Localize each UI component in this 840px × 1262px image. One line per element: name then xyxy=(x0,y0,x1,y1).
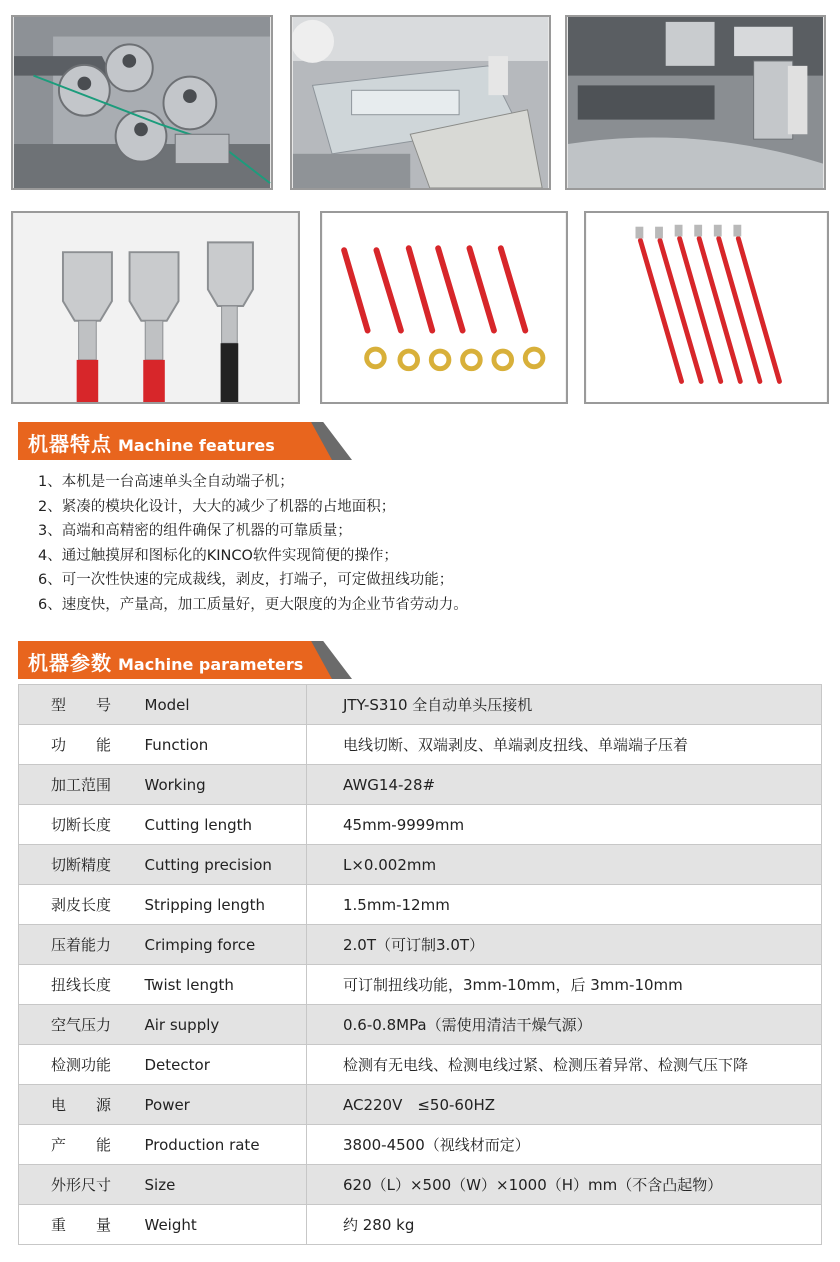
param-value: 2.0T（可订制3.0T） xyxy=(307,925,822,965)
param-label-en: Crimping force xyxy=(141,925,307,965)
param-value: 电线切断、双端剥皮、单端剥皮扭线、单端端子压着 xyxy=(307,725,822,765)
param-row xyxy=(19,725,822,765)
param-row xyxy=(19,925,822,965)
param-label-en: Twist length xyxy=(141,965,307,1005)
crimped-terminals-closeup-image xyxy=(13,213,298,402)
params-title-en: Machine parameters xyxy=(118,655,304,674)
features-list xyxy=(38,470,818,618)
param-label-zh: 空气压力 xyxy=(19,1005,141,1045)
features-title xyxy=(28,428,275,457)
param-row xyxy=(19,685,822,725)
param-label-en: Size xyxy=(141,1165,307,1205)
param-label-en: Working xyxy=(141,765,307,805)
param-label-zh: 加工范围 xyxy=(19,765,141,805)
params-title-zh: 机器参数 xyxy=(28,651,112,675)
param-row xyxy=(19,1125,822,1165)
cutting-blade-unit-photo xyxy=(290,15,551,190)
param-value: 可订制扭线功能，3mm-10mm，后 3mm-10mm xyxy=(307,965,822,1005)
param-row xyxy=(19,885,822,925)
param-value: AWG14-28# xyxy=(307,765,822,805)
feature-item: 2、紧凑的模块化设计，大大的减少了机器的占地面积； xyxy=(38,498,396,515)
param-row xyxy=(19,1165,822,1205)
param-label-zh: 剥皮长度 xyxy=(19,885,141,925)
param-value: 检测有无电线、检测电线过紧、检测压着异常、检测气压下降 xyxy=(307,1045,822,1085)
params-table xyxy=(18,684,822,1245)
param-label-zh: 切断长度 xyxy=(19,805,141,845)
cutting-blade-unit-image xyxy=(292,17,549,188)
feature-item: 4、通过触摸屏和图标化的KINCO软件实现简便的操作； xyxy=(38,547,398,564)
param-value: L×0.002mm xyxy=(307,845,822,885)
features-section-header xyxy=(18,422,338,460)
param-label-zh: 重 量 xyxy=(19,1205,141,1245)
feature-item: 6、速度快，产量高，加工质量好，更大限度的为企业节省劳动力。 xyxy=(38,596,468,613)
param-label-zh: 压着能力 xyxy=(19,925,141,965)
param-label-en: Model xyxy=(141,685,307,725)
crimping-unit-image xyxy=(567,17,824,188)
feature-item: 1、本机是一台高速单头全自动端子机； xyxy=(38,474,294,490)
param-row xyxy=(19,965,822,1005)
param-label-en: Cutting length xyxy=(141,805,307,845)
wire-feed-rollers-photo xyxy=(11,15,273,190)
feature-item: 3、高端和高精密的组件确保了机器的可靠质量； xyxy=(38,523,352,540)
param-value: 1.5mm-12mm xyxy=(307,885,822,925)
crimped-wire-set-photo xyxy=(584,211,829,404)
param-row xyxy=(19,1205,822,1245)
param-value: 620（L）×500（W）×1000（H）mm（不含凸起物） xyxy=(307,1165,822,1205)
param-value: 3800-4500（视线材而定） xyxy=(307,1125,822,1165)
param-value: AC220V ≤50-60HZ xyxy=(307,1085,822,1125)
param-label-en: Power xyxy=(141,1085,307,1125)
param-label-en: Production rate xyxy=(141,1125,307,1165)
param-row xyxy=(19,1005,822,1045)
param-label-zh: 产 能 xyxy=(19,1125,141,1165)
features-title-zh: 机器特点 xyxy=(28,432,112,456)
crimping-unit-photo xyxy=(565,15,826,190)
param-label-zh: 切断精度 xyxy=(19,845,141,885)
param-label-zh: 检测功能 xyxy=(19,1045,141,1085)
param-label-zh: 型 号 xyxy=(19,685,141,725)
ring-terminal-wires-photo xyxy=(320,211,568,404)
param-value: JTY-S310 全自动单头压接机 xyxy=(307,685,822,725)
param-value: 45mm-9999mm xyxy=(307,805,822,845)
param-row xyxy=(19,845,822,885)
crimped-terminals-closeup-photo xyxy=(11,211,300,404)
param-value: 约 280 kg xyxy=(307,1205,822,1245)
param-label-en: Cutting precision xyxy=(141,845,307,885)
param-label-en: Air supply xyxy=(141,1005,307,1045)
crimped-wire-set-image xyxy=(586,213,827,402)
param-row xyxy=(19,765,822,805)
param-row xyxy=(19,1045,822,1085)
param-label-zh: 扭线长度 xyxy=(19,965,141,1005)
params-section-header xyxy=(18,641,338,679)
features-title-en: Machine features xyxy=(118,436,275,455)
param-label-en: Function xyxy=(141,725,307,765)
param-label-zh: 电 源 xyxy=(19,1085,141,1125)
param-label-zh: 功 能 xyxy=(19,725,141,765)
params-title xyxy=(28,647,303,676)
feature-item: 6、可一次性快速的完成裁线，剥皮，打端子，可定做扭线功能； xyxy=(38,572,454,589)
param-value: 0.6-0.8MPa（需使用清洁干燥气源） xyxy=(307,1005,822,1045)
param-row xyxy=(19,805,822,845)
param-label-zh: 外形尺寸 xyxy=(19,1165,141,1205)
param-row xyxy=(19,1085,822,1125)
wire-feed-rollers-image xyxy=(13,17,271,188)
param-label-en: Weight xyxy=(141,1205,307,1245)
param-label-en: Detector xyxy=(141,1045,307,1085)
param-label-en: Stripping length xyxy=(141,885,307,925)
ring-terminal-wires-image xyxy=(322,213,566,402)
